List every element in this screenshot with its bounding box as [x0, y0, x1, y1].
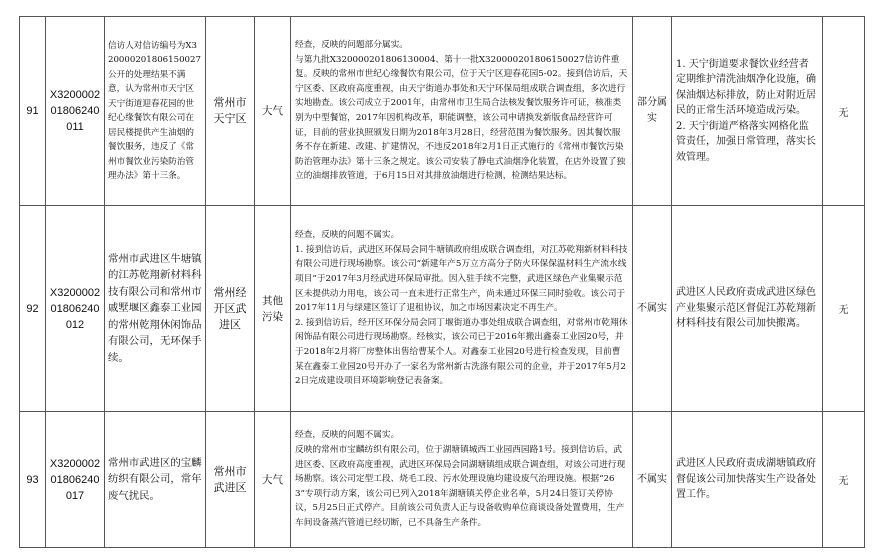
actions: [672, 412, 823, 548]
region: 常州市天宁区: [206, 17, 255, 206]
complaint-summary: 信访人对信访编号为X320000201806150027公开的处理结果不满意，认为常州市天宁区天宁街道迎春花园的世纪心缘餐饮有限公司在居民楼提供产生油烟的餐饮服务，违反了《常州市餐饮业污染防治管理办法》第十三条。: [105, 17, 206, 206]
result-line: 1. 接到信访后，武进区环保局会同牛塘镇政府组成联合调查组，对江苏乾翔新材料科技有限公司进行现场勘察。该公司“新建年产5万立方高分子防火环保保温材料生产流水线项目”于2017年3月经武进环保局审批。因入驻手续不完整，武进区绿色产业集聚示范区未提供动力用电，该公司一直未进行正常生产，尚未通过环保三同时验收。该公司于2017年11月与绿建区签订了退租协议，加之市场因素决定不再生产。: [295, 244, 628, 314]
region: 常州市武进区: [206, 412, 255, 548]
verdict: 不属实: [633, 412, 672, 548]
actions: [672, 206, 823, 412]
pollution-type: 大气: [255, 17, 291, 206]
row-number: 92: [20, 206, 46, 412]
pollution-type: 大气: [255, 412, 291, 548]
accountability: 无: [823, 17, 865, 206]
complaint-table: [19, 16, 865, 548]
action-item: 武进区人民政府责成武进区绿色产业集聚示范区督促江苏乾翔新材料科技有限公司加快搬离。: [676, 287, 816, 330]
result-line: 经查，反映的问题不属实。: [295, 230, 400, 241]
complaint-id: X320000201806240011: [46, 17, 105, 206]
action-item: 2. 天宁街道严格落实网格化监管责任，加强日常管理，落实长效管理。: [676, 120, 816, 163]
action-item: 武进区人民政府责成湖塘镇政府督促该公司加快落实生产设备处置工作。: [676, 458, 816, 501]
pollution-type: 其他污染: [255, 206, 291, 412]
actions: [672, 17, 823, 206]
verdict: 不属实: [633, 206, 672, 412]
action-item: 1. 天宁街道要求餐饮业经营者定期维护清洗油烟净化设施，确保油烟达标排放，防止对附近居民的正常生活环境造成污染。: [676, 58, 816, 117]
table-row: [20, 17, 865, 206]
accountability: 无: [823, 412, 865, 548]
verdict: 部分属实: [633, 17, 672, 206]
result-line: 反映的常州市宝麟纺织有限公司，位于湖塘镇城西工业园西园路1号。接到信访后，武进区委、区政府高度重视，武进区环保局会同湖塘镇组成联合调查组，对该公司进行现场勘察。该公司定型工段、烧毛工段、污水处理设施均建设废气治理设施。根据“263”专项行动方案，该公司已列入2018年湖塘镇关停企业名单，5月24日签订关停协议，5月25日正式停产。目前该公司负责人正与设备收购单位商谈设备处置费用，生产车间设备蒸汽管道已经切断，已不具备生产条件。: [295, 445, 626, 528]
result-line: 经查，反映的问题部分属实。: [295, 40, 408, 51]
investigation-result: [291, 206, 633, 412]
table-row: [20, 412, 865, 548]
row-number: 93: [20, 412, 46, 548]
row-number: 91: [20, 17, 46, 206]
result-line: 经查，反映的问题不属实。: [295, 430, 400, 441]
table-row: [20, 206, 865, 412]
result-line: 2. 接到信访后，经开区环保分局会同丁堰街道办事处组成联合调查组，对常州市乾翔休闲饰品有限公司进行现场勘察。经核实，该公司已于2016年搬出鑫泰工业园20号，并于2018年2月将厂房整体出售给曹某个人。对鑫泰工业园20号进行检查发现，目前曹某在鑫泰工业园20号开办了一家名为常州新古洗涤有限公司的企业，并于2017年5月22日完成建设项目环境影响登记表备案。: [295, 317, 628, 387]
investigation-result: [291, 17, 633, 206]
complaint-id: X320000201806240012: [46, 206, 105, 412]
accountability: 无: [823, 206, 865, 412]
result-line: 与第九批X320000201806130004、第十一批X320000201806150027信访件重复。反映的常州市世纪心缘餐饮有限公司，位于天宁区迎春花园5-02。接到信访后，天宁区委、区政府高度重视，由天宁街道办事处和天宁环保局组成联合调查组，多次进行实地勘查。该公司成立于2001年，由常州市卫生局合法核发餐饮服务许可证，核准类别为中型餐馆，2017年因机构改革，职能调整，该公司申请换发新版食品经营许可证，目前的营业执照颁发日期为2018年3月28日，经营范围为餐饮服务。因其餐饮服务不存在新建、改建、扩建情况，不违反2018年2月1日正式施行的《常州市餐饮污染防治管理办法》第十三条之规定。该公司安装了静电式油烟净化装置，在店外设置了独立的油烟排放管道，于6月15日对其排放油烟进行检测，检测结果达标。: [295, 54, 628, 182]
investigation-result: [291, 412, 633, 548]
region: 常州经开区武进区: [206, 206, 255, 412]
complaint-summary: 常州市武进区牛塘镇的江苏乾翔新材料科技有限公司和常州市戚墅堰区鑫泰工业园的常州乾翔休闲饰品有限公司，无环保手续。: [105, 206, 206, 412]
complaint-summary: 常州市武进区的宝麟纺织有限公司，常年废气扰民。: [105, 412, 206, 548]
complaint-id: X320000201806240017: [46, 412, 105, 548]
